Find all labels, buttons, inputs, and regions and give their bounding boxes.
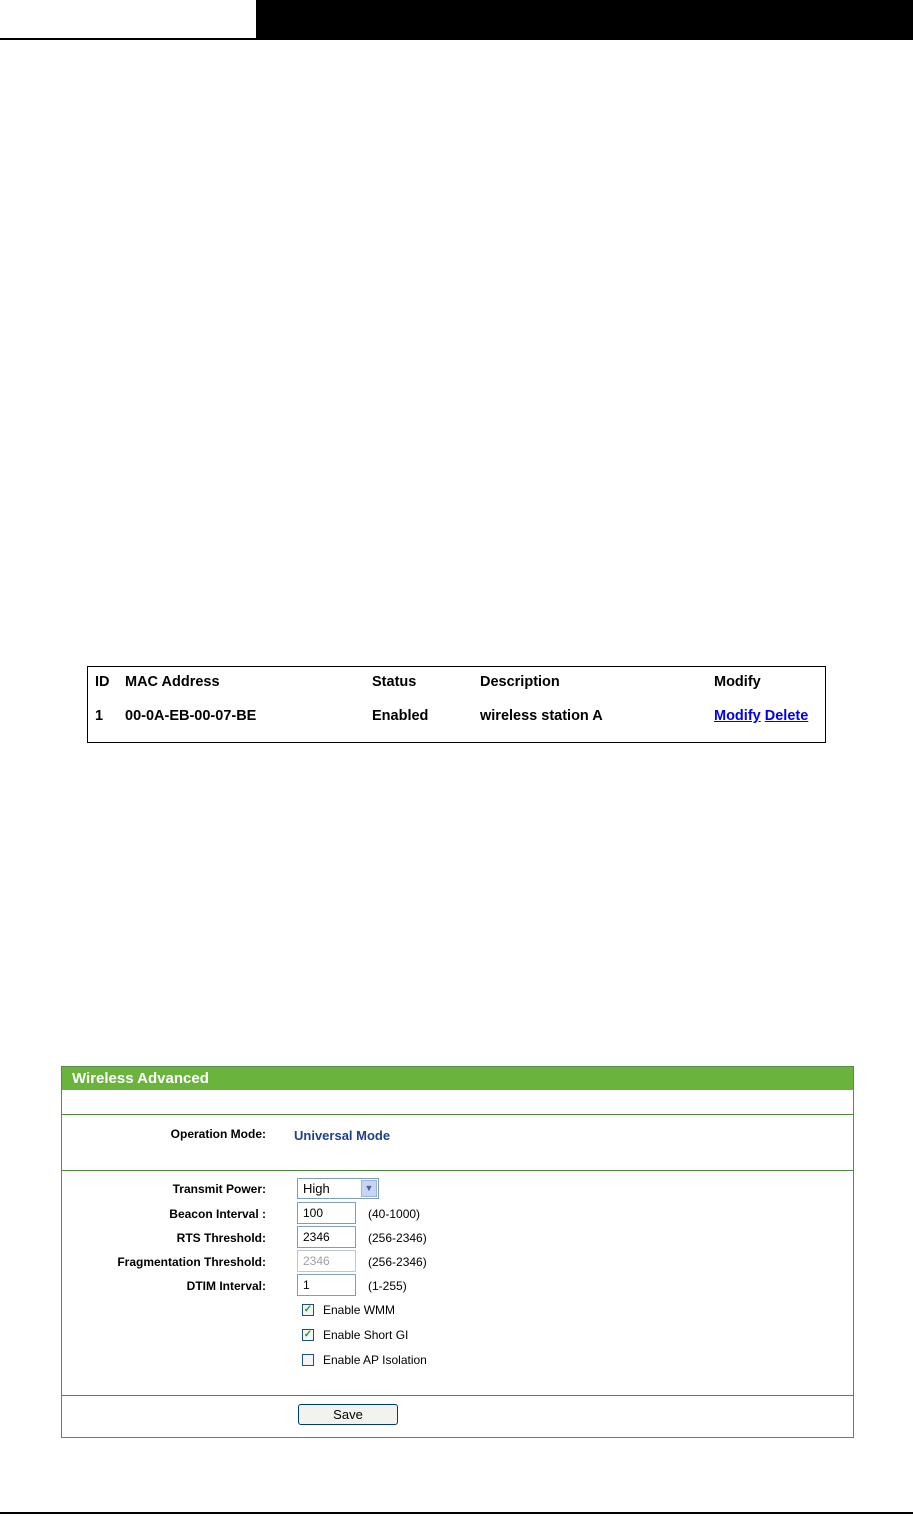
enable-ap-isolation-checkbox[interactable] xyxy=(302,1354,314,1366)
mac-filter-table xyxy=(87,666,826,743)
col-header-id: ID xyxy=(95,674,110,690)
operation-mode-label: Operation Mode: xyxy=(170,1127,266,1141)
wireless-advanced-panel xyxy=(61,1066,854,1438)
col-header-modify: Modify xyxy=(714,674,761,690)
checkmark-icon: ✓ xyxy=(303,1304,313,1315)
panel-title: Wireless Advanced xyxy=(62,1067,853,1090)
beacon-interval-label: Beacon Interval : xyxy=(169,1207,266,1221)
fragmentation-threshold-range: (256-2346) xyxy=(368,1255,427,1269)
save-button[interactable]: Save xyxy=(298,1404,398,1425)
dtim-interval-range: (1-255) xyxy=(368,1279,407,1293)
rts-threshold-range: (256-2346) xyxy=(368,1231,427,1245)
page-footer-rule xyxy=(0,1512,913,1514)
row-description: wireless station A xyxy=(480,708,603,724)
checkmark-icon: ✓ xyxy=(303,1329,313,1340)
delete-link[interactable]: Delete xyxy=(764,708,809,724)
operation-mode-value: Universal Mode xyxy=(294,1128,391,1143)
row-actions xyxy=(714,708,808,724)
fragmentation-threshold-label: Fragmentation Threshold: xyxy=(117,1255,266,1269)
row-mac: 00-0A-EB-00-07-BE xyxy=(125,708,257,724)
dtim-interval-input[interactable]: 1 xyxy=(297,1274,356,1296)
rts-threshold-input[interactable]: 2346 xyxy=(297,1226,356,1248)
page-header-rule xyxy=(0,0,256,40)
col-header-status: Status xyxy=(372,674,417,690)
transmit-power-label: Transmit Power: xyxy=(172,1182,266,1196)
divider xyxy=(62,1395,853,1396)
enable-wmm-label: Enable WMM xyxy=(323,1303,396,1317)
divider xyxy=(62,1114,853,1115)
row-id: 1 xyxy=(95,708,104,724)
rts-threshold-label: RTS Threshold: xyxy=(176,1231,266,1245)
page-header-bar xyxy=(256,0,913,40)
beacon-interval-range: (40-1000) xyxy=(368,1207,421,1221)
modify-link[interactable]: Modify xyxy=(714,708,761,724)
enable-short-gi-checkbox[interactable] xyxy=(302,1329,314,1341)
transmit-power-value: High xyxy=(303,1181,330,1196)
transmit-power-select[interactable] xyxy=(297,1178,379,1199)
fragmentation-threshold-input: 2346 xyxy=(297,1250,356,1272)
chevron-down-icon[interactable]: ▼ xyxy=(361,1180,377,1197)
col-header-mac: MAC Address xyxy=(125,674,220,690)
enable-ap-isolation-label: Enable AP Isolation xyxy=(323,1353,427,1367)
enable-short-gi-label: Enable Short GI xyxy=(323,1328,409,1342)
dtim-interval-label: DTIM Interval: xyxy=(186,1279,266,1293)
beacon-interval-input[interactable]: 100 xyxy=(297,1202,356,1224)
divider xyxy=(62,1170,853,1171)
row-status: Enabled xyxy=(372,708,429,724)
enable-wmm-checkbox[interactable] xyxy=(302,1304,314,1316)
col-header-description: Description xyxy=(480,674,560,690)
